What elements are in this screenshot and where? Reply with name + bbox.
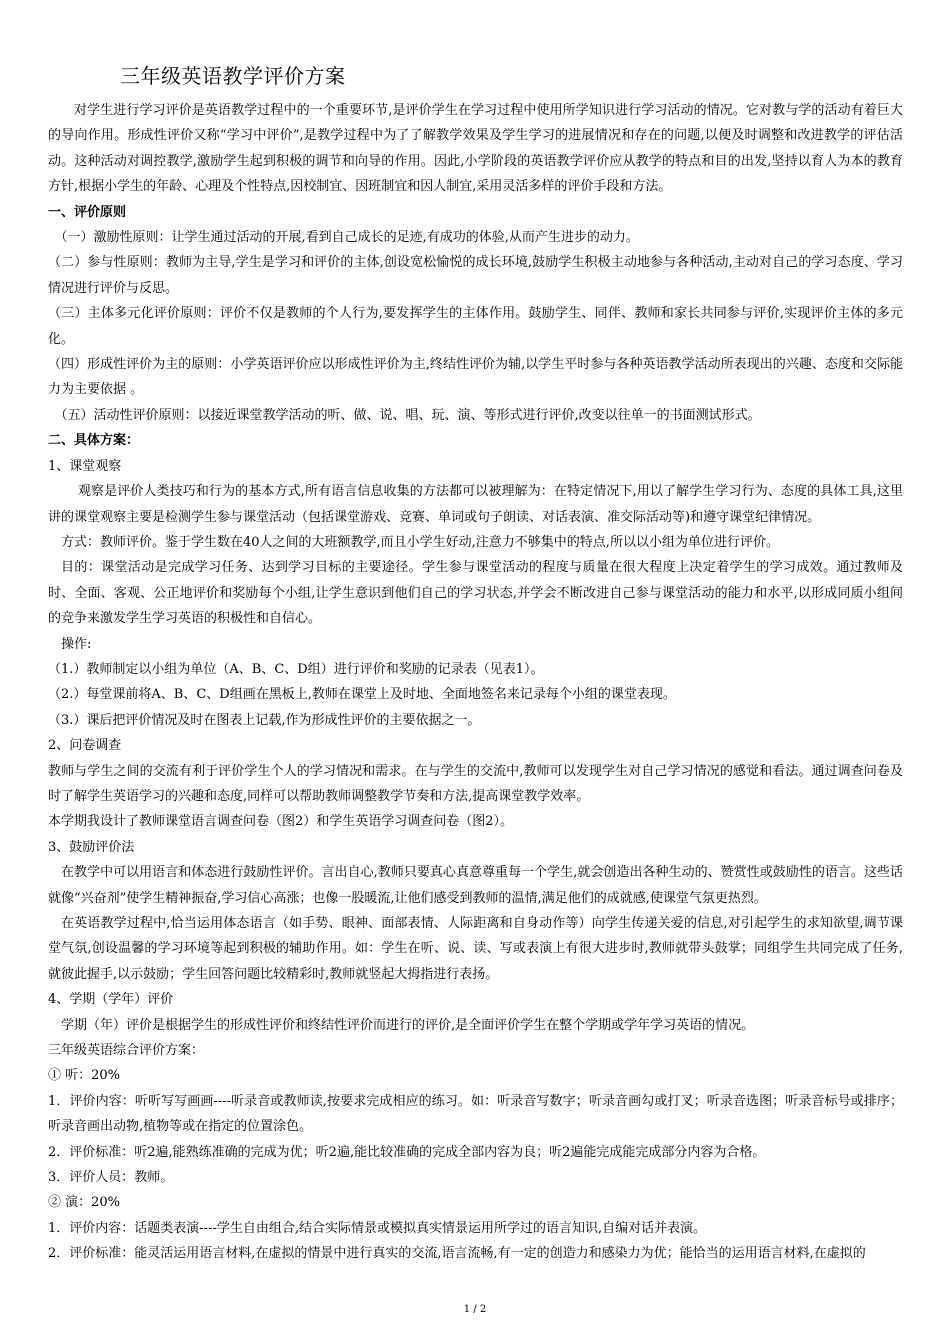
body-paragraph: 在英语教学过程中,恰当运用体态语言（如手势、眼神、面部表情、人际距离和自身动作等）向学生传递关爱的信息,对引起学生的求知欲望,调节课堂气氛,创设温馨的学习环境等起到积极的辅助作用。如：学生在听、说、读、写或表演上有很大进步时,教师就带头鼓掌；同组学生共同完成了任务,就彼此握手,以示鼓励；学生回答问题比较精彩时,教师就竖起大拇指进行表扬。: [48, 916, 903, 982]
body-paragraph: 教师与学生之间的交流有利于评价学生个人的学习情况和需求。在与学生的交流中,教师可以发现学生对自己学习情况的感觉和看法。通过调查问卷及时了解学生英语学习的兴趣和态度,同样可以帮助教师调整教学节奏和方法,提高课堂教学效率。: [48, 763, 903, 804]
body-paragraph: 三年级英语综合评价方案：: [48, 1043, 205, 1059]
list-item: 3．评价人员：教师。: [48, 1170, 174, 1186]
subsection-heading: 3、鼓励评价法: [48, 839, 135, 855]
list-item: （3.）课后把评价情况及时在图表上记载,作为形成性评价的主要依据之一。: [48, 712, 481, 728]
list-item: 1．评价内容：话题类表演----学生自由组合,结合实际情景或模拟真实情景运用所学过的语言知识,自编对话并表演。: [48, 1220, 707, 1236]
document-title: 三年级英语教学评价方案: [120, 64, 346, 88]
list-item: 2．评价标准：能灵活运用语言材料,在虚拟的情景中进行真实的交流,语言流畅,有一定的创造力和感染力为优；能恰当的运用语言材料,在虚拟的: [48, 1246, 866, 1262]
document-body: [48, 98, 903, 1267]
body-paragraph: 方式：教师评价。鉴于学生数在40人之间的大班额教学,而且小学生好动,注意力不够集中的特点,所以以小组为单位进行评价。: [61, 534, 779, 550]
principle-item: （一）激励性原则：让学生通过活动的开展,看到自己成长的足迹,有成功的体验,从而产生进步的动力。: [54, 230, 639, 246]
body-paragraph: 本学期我设计了教师课堂语言调查问卷（图2）和学生英语学习调查问卷（图2）。: [48, 814, 514, 830]
subsection-heading: 2、问卷调查: [48, 738, 122, 754]
body-paragraph: 观察是评价人类技巧和行为的基本方式,所有语言信息收集的方法都可以被理解为：在特定情况下,用以了解学生学习行为、态度的具体工具,这里讲的课堂观察主要是检测学生参与课堂活动（包括课堂游戏、竞赛、单词或句子朗读、对话表演、准交际活动等)和遵守课堂纪律情况。: [48, 484, 903, 525]
body-paragraph: 在教学中可以用语言和体态进行鼓励性评价。言出自心,教师只要真心真意尊重每一个学生,就会创造出各种生动的、赞赏性或鼓励性的语言。这些话就像“兴奋剂”使学生精神振奋,学习信心高涨；也像一股暖流,让他们感受到教师的温情,满足他们的成就感,使课堂气氛更热烈。: [48, 865, 903, 906]
page-number: 1 / 2: [463, 1304, 487, 1315]
list-heading: ② 演：20%: [48, 1195, 121, 1211]
subsection-heading: 4、学期（学年）评价: [48, 992, 174, 1008]
list-item: （1.）教师制定以小组为单位（A、B、C、D组）进行评价和奖励的记录表（见表1）。: [48, 661, 544, 677]
subsection-heading: 1、课堂观察: [48, 458, 122, 474]
body-paragraph: 操作:: [61, 636, 92, 652]
principle-item: （四）形成性评价为主的原则：小学英语评价应以形成性评价为主,终结性评价为辅,以学生平时参与各种英语教学活动所表现出的兴趣、态度和交际能力为主要依据 。: [48, 357, 904, 398]
body-paragraph: 学期（年）评价是根据学生的形成性评价和终结性评价而进行的评价,是全面评价学生在整个学期或学年学习英语的情况。: [61, 1017, 755, 1033]
intro-paragraph: 对学生进行学习评价是英语教学过程中的一个重要环节,是评价学生在学习过程中使用所学知识进行学习活动的情况。它对教与学的活动有着巨大的导向作用。形成性评价又称“学习中评价”,是教学过程中为了了解教学效果及学生学习的进展情况和存在的问题,以便及时调整和改进教学的评估活动。这种活动对调控教学,激励学生起到积极的调节和向导的作用。因此,小学阶段的英语教学评价应从教学的特点和目的出发,坚持以育人为本的教育方针,根据小学生的年龄、心理及个性特点,因校制宜、因班制宜和因人制宜,采用灵活多样的评价手段和方法。: [48, 103, 903, 195]
list-item: （2.）每堂课前将A、B、C、D组画在黑板上,教师在课堂上及时地、全面地签名来记录每个小组的课堂表现。: [48, 687, 676, 703]
principle-item: （二）参与性原则：教师为主导,学生是学习和评价的主体,创设宽松愉悦的成长环境,鼓励学生积极主动地参与各种活动,主动对自己的学习态度、学习情况进行评价与反思。: [48, 255, 903, 296]
body-paragraph: 目的：课堂活动是完成学习任务、达到学习目标的主要途径。学生参与课堂活动的程度与质量在很大程度上决定着学生的学习成效。通过教师及时、全面、客观、公正地评价和奖励每个小组,让学生意识到他们自己的学习状态,并学会不断改进自己参与课堂活动的能力和水平,以形成同质小组间的竞争来激发学生学习英语的积极性和自信心。: [48, 560, 903, 627]
principle-item: （五）活动性评价原则：以接近课堂教学活动的听、做、说、唱、玩、演、等形式进行评价,改变以往单一的书面测试形式。: [54, 407, 761, 423]
list-heading: ① 听：20%: [48, 1068, 121, 1084]
list-item: 1．评价内容：听听写写画画----听录音或教师读,按要求完成相应的练习。如：听录音写数字；听录音画勾或打叉；听录音选图；听录音标号或排序；听录音画出动物,植物等或在指定的位置涂色。: [48, 1093, 903, 1135]
section-heading: 二、具体方案：: [48, 433, 140, 449]
section-heading: 一、评价原则: [48, 204, 127, 220]
list-item: 2．评价标准：听2遍,能熟练准确的完成为优；听2遍,能比较准确的完成全部内容为良；听2遍能完成能完成部分内容为合格。: [48, 1144, 766, 1160]
principle-item: （三）主体多元化评价原则：评价不仅是教师的个人行为,要发挥学生的主体作用。鼓励学生、同伴、教师和家长共同参与评价,实现评价主体的多元化。: [48, 306, 903, 347]
